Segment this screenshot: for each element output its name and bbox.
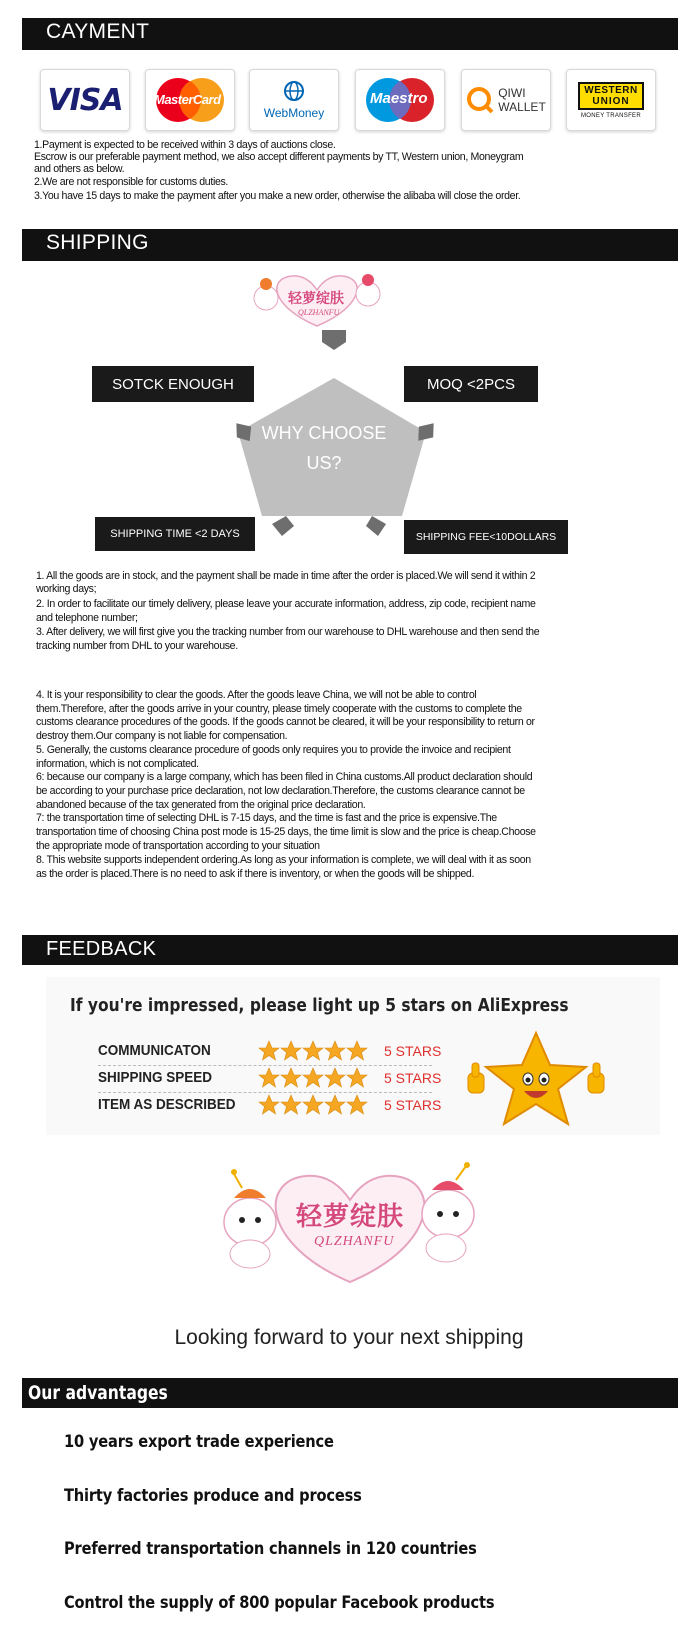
- shipping-banner-title: SHIPPING: [46, 231, 149, 254]
- moq-box: MOQ <2PCS: [404, 366, 538, 402]
- star-rating: [258, 1040, 370, 1067]
- advantage-item: 10 years export trade experience: [64, 1432, 334, 1452]
- why-choose-line1: WHY CHOOSE: [261, 423, 387, 443]
- brand-logo-large: 轻萝绽肤 QLZHANFU: [210, 1158, 490, 1288]
- shipping-line: tracking number from DHL to your warehouse.: [36, 640, 238, 652]
- advantage-item: Control the supply of 800 popular Facebook products: [64, 1593, 495, 1613]
- shipping-line: the appropriate mode of transportation according to your situation: [36, 840, 320, 852]
- rating-row: ITEM AS DESCRIBED 5 STARS: [98, 1094, 448, 1116]
- western-union-logo: WESTERN UNION MONEY TRANSFER: [566, 69, 656, 131]
- advantage-item: Thirty factories produce and process: [64, 1486, 362, 1506]
- payment-line: Escrow is our preferable payment method, we also accept different payments by TT, Western union, Moneygram: [34, 151, 524, 163]
- shipping-line: and telephone number;: [36, 612, 138, 624]
- shipping-line: abandoned because of the tax generated from the original price declaration.: [36, 799, 366, 811]
- shipping-line: transportation time of choosing China post mode is 15-25 days, the time limit is slow and the price is cheap.Choose: [36, 826, 536, 838]
- visa-logo: VISA: [40, 69, 130, 131]
- globe-icon: [283, 80, 305, 102]
- shipping-fee-box: SHIPPING FEE<10DOLLARS: [404, 520, 568, 554]
- five-stars-icon: [258, 1094, 370, 1116]
- five-stars-icon: [258, 1040, 370, 1062]
- rating-row: COMMUNICATON 5 STARS: [98, 1040, 448, 1062]
- shipping-line: customs clearance procedures of the goods. If the goods cannot be cleared, it will be your responsibility to return or: [36, 716, 535, 728]
- star-rating: [258, 1094, 370, 1121]
- shipping-banner: [22, 229, 678, 261]
- shipping-line: as the order is placed.There is no need to ask if there is inventory, or when the goods will be shipped.: [36, 868, 475, 880]
- rating-row: SHIPPING SPEED 5 STARS: [98, 1067, 448, 1089]
- shipping-line: 1. All the goods are in stock, and the payment shall be made in time after the order is placed.We will send it within 2: [36, 570, 536, 582]
- qiwi-icon: [466, 86, 494, 114]
- rating-headline: If you're impressed, please light up 5 stars on AliExpress: [70, 995, 569, 1016]
- shipping-line: be according to your purchase price declaration, not low declaration.Therefore, the customs clearance cannot be: [36, 785, 525, 797]
- payment-banner-title: CAYMENT: [46, 20, 150, 43]
- shipping-line: them.Therefore, after the goods arrive in your country, please timely cooperate with the customs to complete the: [36, 703, 522, 715]
- payment-line: 1.Payment is expected to be received within 3 days of auctions close.: [34, 139, 336, 151]
- rating-card: [46, 977, 660, 1135]
- row-divider: [98, 1092, 432, 1093]
- shipping-line: 6: because our company is a large company, which has been filed in China customs.All product declaration should: [36, 771, 533, 783]
- five-stars-icon: [258, 1067, 370, 1089]
- smiling-star-thumbs-up-icon: [466, 1029, 606, 1129]
- webmoney-logo: WebMoney: [249, 69, 339, 131]
- shipping-line: 5. Generally, the customs clearance procedure of goods only requires you to provide the invoice and recipient: [36, 744, 511, 756]
- maestro-logo: Maestro: [355, 69, 445, 131]
- advantage-item: Preferred transportation channels in 120 countries: [64, 1539, 477, 1559]
- why-choose-line2: US?: [306, 453, 342, 473]
- closing-text: Looking forward to your next shipping: [174, 1326, 524, 1349]
- advantages-banner-title: Our advantages: [28, 1382, 168, 1404]
- shipping-line: destroy them.Our company is not liable for compensation.: [36, 730, 288, 742]
- shipping-time-box: SHIPPING TIME <2 DAYS: [95, 517, 255, 551]
- shipping-line: 8. This website supports independent ordering.As long as your information is complete, we will deal with it as soon: [36, 854, 531, 866]
- feedback-banner: [22, 935, 678, 965]
- qiwi-wallet-logo: QIWI WALLET: [461, 69, 551, 131]
- shipping-line: 4. It is your responsibility to clear the goods. After the goods leave China, we will not be able to control: [36, 689, 477, 701]
- advantages-banner: [22, 1378, 678, 1408]
- brand-logo: 轻萝绽肤 QLZHANFU: [250, 268, 385, 330]
- feedback-banner-title: FEEDBACK: [46, 938, 157, 960]
- row-divider: [98, 1065, 432, 1066]
- payment-banner: [22, 18, 678, 50]
- shipping-line: working days;: [36, 583, 97, 595]
- why-choose-text: [258, 418, 390, 478]
- shipping-line: 3. After delivery, we will first give you the tracking number from our warehouse to DHL warehouse and then send the: [36, 626, 540, 638]
- stock-enough-box: SOTCK ENOUGH: [92, 366, 254, 402]
- star-rating: [258, 1067, 370, 1094]
- mastercard-logo: MasterCard: [145, 69, 235, 131]
- payment-line: and others as below.: [34, 163, 125, 175]
- payment-line: 2.We are not responsible for customs duties.: [34, 176, 229, 188]
- shipping-line: information, which is not complicated.: [36, 758, 199, 770]
- shipping-line: 2. In order to facilitate our timely delivery, please leave your accurate information, address, zip code, recipient name: [36, 598, 536, 610]
- payment-line: 3.You have 15 days to make the payment after you make a new order, otherwise the alibaba will close the order.: [34, 190, 521, 202]
- shipping-line: 7: the transportation time of selecting DHL is 7-15 days, and the time is fast and the price is expensive.The: [36, 812, 497, 824]
